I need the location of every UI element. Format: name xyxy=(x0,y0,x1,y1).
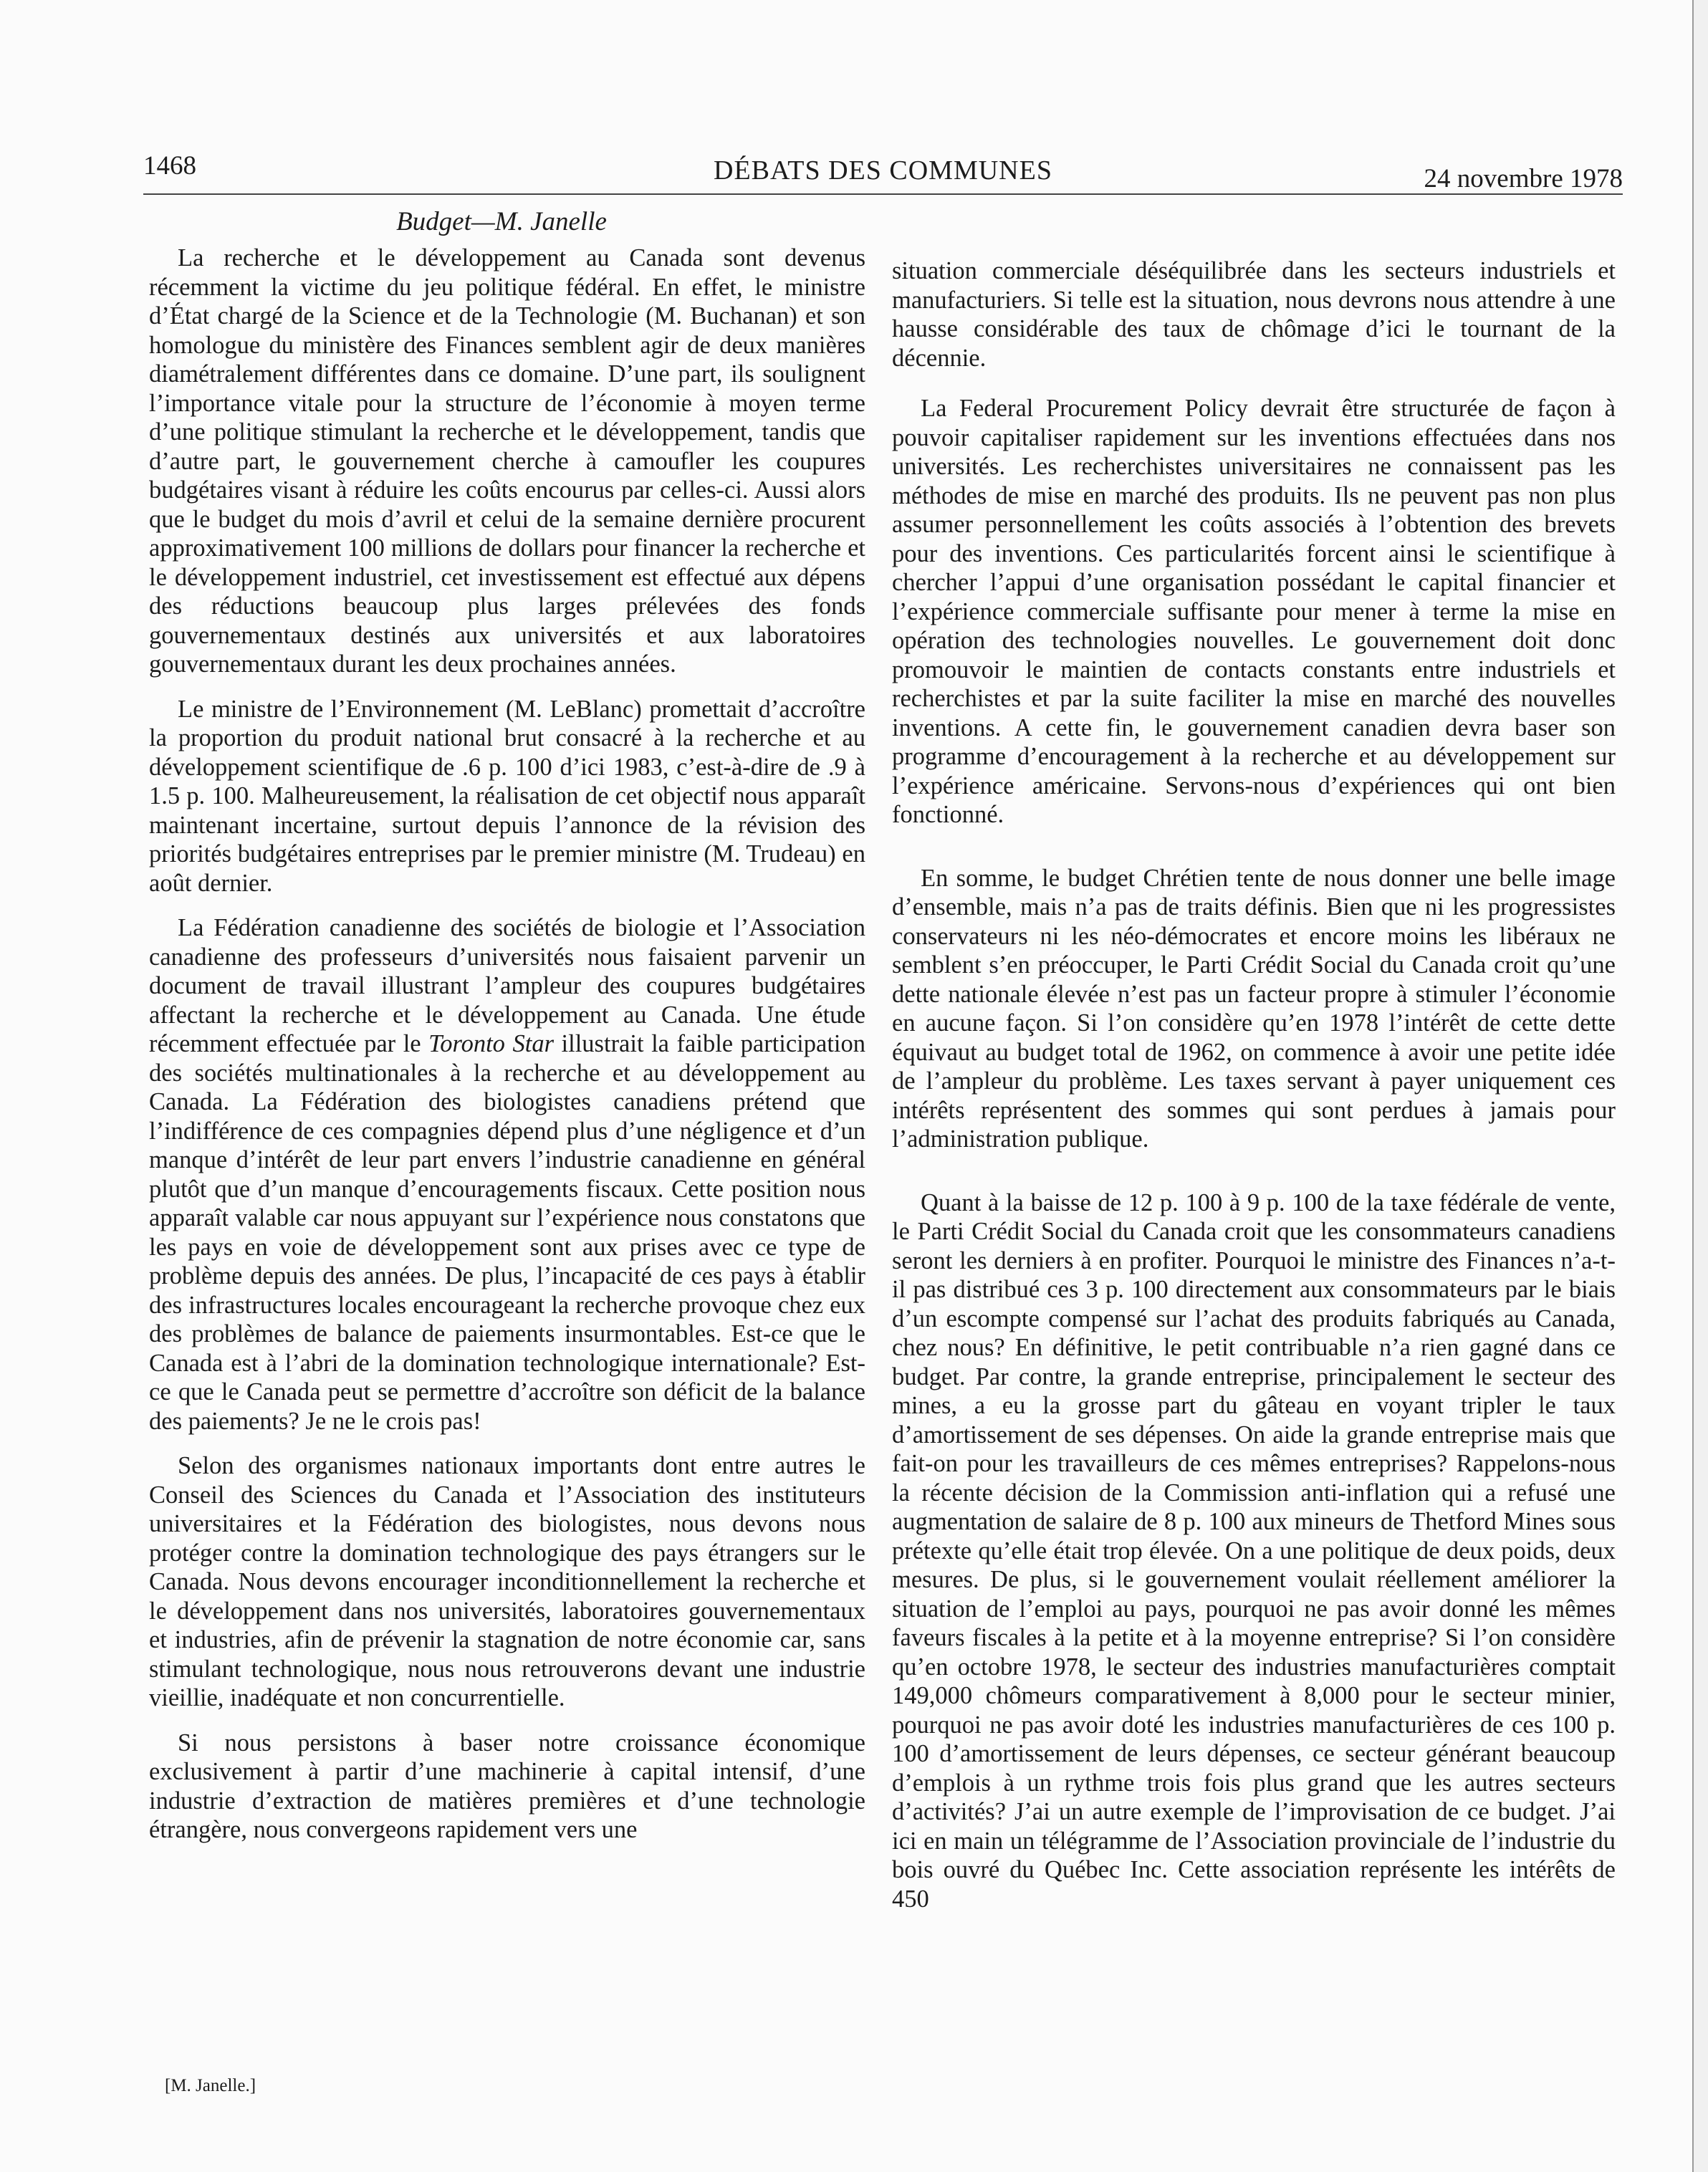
paragraph: La recherche et le développement au Canada sont devenus récemment la victime du jeu politique fédéral. En effet, le ministre d’État chargé de la Science et de la Technologie (M. Buchanan) et son homologue du ministère des Finances semblent agir de deux manières diamétralement différentes dans ce domaine. D’une part, ils soulignent l’importance vitale pour la structure de l’économie à moyen terme d’une politique stimulant la recherche et le développement, tandis que d’autre part, le gouvernement cherche à camoufler les coupures budgétaires visant à réduire les coûts encourus par celles-ci. Aussi alors que le budget du mois d’avril et celui de la semaine dernière procurent approximativement 100 millions de dollars pour financer la recherche et le développement industriel, cet investissement est effectué aux dépens des réductions beaucoup plus larges prélevées des fonds gouvernementaux destinés aux universités et aux laboratoires gouvernementaux durant les deux prochaines années. xyxy=(149,244,865,678)
paragraph: La Federal Procurement Policy devrait être structurée de façon à pouvoir capitaliser rapidement sur les inventions effectuées dans nos universités. Les recherchistes universitaires ne connaissent pas les méthodes de mise en marché des produits. Ils ne peuvent pas non plus assumer personnellement les coûts associés à l’obtention des brevets pour des inventions. Ces particularités forcent ainsi le scientifique à chercher l’appui d’une organisation possédant le capital financier et l’expérience commerciale suffisante pour mener à terme la mise en opération des technologies nouvelles. Le gouvernement doit donc promouvoir le maintien de contacts constants entre industriels et recherchistes et par la suite faciliter la mise en marché des nouvelles inventions. A cette fin, le gouvernement canadien devra baser son programme d’encouragement à la recherche et au développement sur l’expérience américaine. Servons-nous d’expériences qui ont bien fonctionné. xyxy=(892,395,1616,828)
paragraph: En somme, le budget Chrétien tente de nous donner une belle image d’ensemble, mais n’a pas de traits définis. Bien que ni les progressistes conservateurs ni les néo-démocrates et encore moins les libéraux ne semblent s’en préoccuper, le Parti Crédit Social du Canada croit qu’une dette nationale élevée n’est pas un facteur propre à stimuler l’économie en aucune façon. Si l’on considère qu’en 1978 l’intérêt de cette dette équivaut au budget total de 1962, on commence à avoir une petite idée de l’ampleur du problème. Les taxes servant à payer uniquement ces intérêts représentent des sommes qui sont perdues à jamais pour l’administration publique. xyxy=(892,864,1616,1153)
right-column xyxy=(892,256,1616,1913)
page-date: 24 novembre 1978 xyxy=(1424,164,1623,193)
paragraph: Quant à la baisse de 12 p. 100 à 9 p. 100 de la taxe fédérale de vente, le Parti Crédit Social du Canada croit que les consommateurs canadiens seront les derniers à en profiter. Pourquoi le ministre des Finances n’a-t-il pas distribué ces 3 p. 100 directement aux consommateurs par le biais d’un escompte compensé sur l’achat des produits fabriqués au Canada, chez nous? En définitive, le petit contribuable n’a rien gagné dans ce budget. Par contre, la grande entreprise, principalement le secteur des mines, a eu la grosse part du gâteau en voyant tripler le taux d’amortissement de ses dépenses. On aide la grande entreprise mais que fait-on pour les travailleurs de ces mêmes entreprises? Rappelons-nous la récente décision de la Commission anti-inflation qui a refusé une augmentation de salaire de 8 p. 100 aux mineurs de Thetford Mines sous prétexte qu’elle était trop élevée. On a une politique de deux poids, deux mesures. De plus, si le gouvernement voulait réellement améliorer la situation de l’emploi au pays, pourquoi ne pas avoir donné les mêmes faveurs fiscales à la petite et à la moyenne entreprise? Si l’on considère qu’en octobre 1978, le secteur des industries manufacturières comptait 149,000 chômeurs comparativement à 8,000 pour le secteur minier, pourquoi ne pas avoir doté les industries manufacturières de ces 100 p. 100 d’amortissement de leurs dépenses, ce secteur générant beaucoup d’emplois à un rythme trois fois plus grand que les autres secteurs d’activités? J’ai un autre exemple de l’improvisation de ce budget. J’ai ici en main un télégramme de l’Association provinciale de l’industrie du bois ouvré du Québec Inc. Cette association représente les intérêts de 450 xyxy=(892,1188,1616,1913)
journal-title: DÉBATS DES COMMUNES xyxy=(714,155,1052,186)
paragraph: situation commerciale déséquilibrée dans les secteurs industriels et manufacturiers. Si telle est la situation, nous devrons nous attendre à une hausse considérable des taux de chômage d’ici le tournant de la décennie. xyxy=(892,257,1616,372)
paragraph: Le ministre de l’Environnement (M. LeBlanc) promettait d’accroître la proportion du produit national brut consacré à la recherche et au développement scientifique de .6 p. 100 d’ici 1983, c’est-à-dire de .9 à 1.5 p. 100. Malheureusement, la réalisation de cet objectif nous apparaît maintenant incertaine, surtout depuis l’annonce de la révision des priorités budgétaires entreprises par le premier ministre (M. Trudeau) en août dernier. xyxy=(149,695,865,897)
paragraph-text: La Fédération canadienne des sociétés de biologie et l’Association canadienne des professeurs d’universités nous faisaient parvenir un document de travail illustrant l’ampleur des coupures budgétaires affectant la recherche et le développement au Canada. Une étude récemment effectuée par le xyxy=(149,914,865,1057)
paragraph: Selon des organismes nationaux importants dont entre autres le Conseil des Sciences du Canada et l’Association des instituteurs universitaires et la Fédération des biologistes, nous devons nous protéger contre la domination technologique des pays étrangers sur le Canada. Nous devons encourager inconditionnellement la recherche et le développement dans nos universités, laboratoires gouvernementaux et industries, afin de prévenir la stagnation de notre économie car, sans stimulant technologique, nous nous retrouverons devant une industrie vieillie, inadéquate et non concurrentielle. xyxy=(149,1452,865,1711)
page-number: 1468 xyxy=(143,151,196,181)
page-header xyxy=(143,143,1623,201)
scan-edge xyxy=(1692,0,1708,2172)
paragraph: Si nous persistons à baser notre croissance économique exclusivement à partir d’une machinerie à capital intensif, d’une industrie d’extraction de matières premières et d’une technologie étrangère, nous convergeons rapidement vers une xyxy=(149,1729,865,1843)
running-head: Budget—M. Janelle xyxy=(396,207,607,236)
left-column xyxy=(149,244,865,1845)
paragraph xyxy=(149,913,865,1436)
paragraph-text: illustrait la faible participation des sociétés multinationales à la recherche et au développement au Canada. La Fédération des biologistes canadiens prétend que l’indifférence de ces compagnies dépend plus d’une négligence et d’un manque d’intérêt de leur part envers l’industrie canadienne en général plutôt que d’un manque d’encouragements fiscaux. Cette position nous apparaît valable car nous appuyant sur l’expérience nous constatons que les pays en voie de développement sont aux prises avec ce type de problème depuis des années. De plus, l’incapacité de ces pays à établir des infrastructures locales encourageant la recherche provoque chez eux des problèmes de balance de paiements insurmontables. Est-ce que le Canada est à l’abri de la domination technologique internationale? Est-ce que le Canada peut se permettre d’accroître son déficit de la balance des paiements? Je ne le crois pas! xyxy=(149,1030,865,1435)
speaker-note: [M. Janelle.] xyxy=(165,2076,256,2095)
header-rule xyxy=(143,193,1623,195)
newspaper-title: Toronto Star xyxy=(428,1030,554,1057)
